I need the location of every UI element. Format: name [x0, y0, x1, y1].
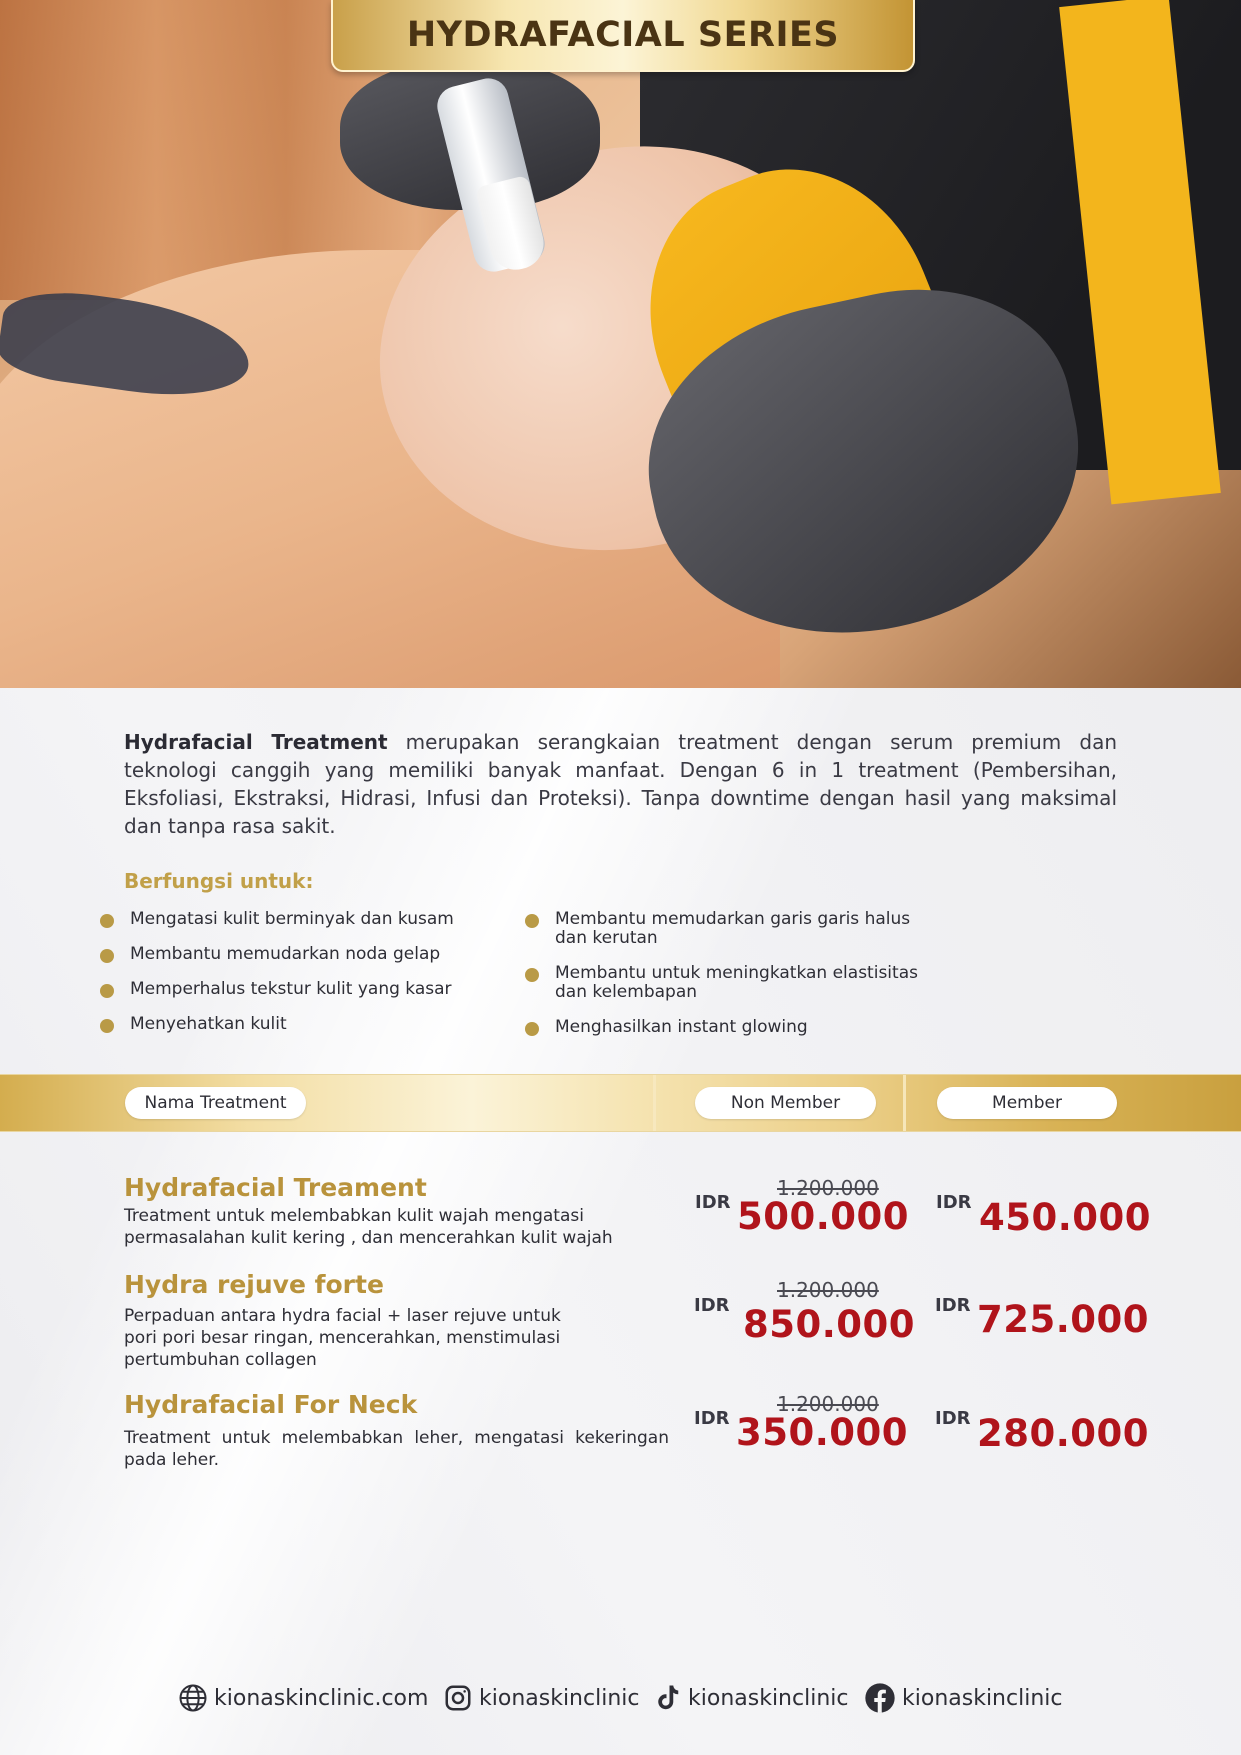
function-item: Menyehatkan kulit: [98, 1015, 498, 1034]
website-label: kionaskinclinic.com: [214, 1685, 429, 1711]
functions-list-right: [523, 910, 953, 1037]
footer-website[interactable]: [178, 1678, 428, 1718]
tiktok-label: kionaskinclinic: [688, 1685, 849, 1711]
treatment-desc: Treatment untuk melembabkan kulit wajah mengatasi permasalahan kulit kering , dan mencerahkan kulit wajah: [124, 1206, 613, 1248]
table-header: [0, 1074, 1241, 1132]
tiktok-icon: [652, 1683, 682, 1713]
facebook-icon: [864, 1682, 896, 1714]
footer-facebook[interactable]: [864, 1678, 1062, 1718]
function-item: Memperhalus tekstur kulit yang kasar: [98, 980, 498, 999]
original-price: 1.200.000: [777, 1392, 879, 1416]
original-price: 1.200.000: [777, 1278, 879, 1302]
title-ribbon: [331, 0, 915, 72]
page-title: HYDRAFACIAL SERIES: [406, 15, 840, 55]
globe-icon: [178, 1683, 208, 1713]
currency-label: IDR: [935, 1408, 971, 1429]
intro-bold: Hydrafacial Treatment: [124, 730, 388, 754]
header-treatment-name: Nama Treatment: [125, 1087, 306, 1119]
footer-tiktok[interactable]: [652, 1678, 848, 1718]
footer-instagram[interactable]: [443, 1678, 639, 1718]
treatment-name: Hydrafacial Treament: [124, 1173, 427, 1202]
functions-list-left: [98, 910, 498, 1034]
header-non-member: Non Member: [695, 1087, 876, 1119]
member-price: 725.000: [977, 1298, 1150, 1341]
function-item: Membantu memudarkan noda gelap: [98, 945, 498, 964]
intro-text: merupakan serangkaian treatment dengan serum premium dan teknologi canggih yang memiliki banyak manfaat. Dengan 6 in 1 treatment (Pembersihan, Eksfoliasi, Ekstraksi, Hidrasi, Infusi dan Proteksi). Tanpa downtime dengan hasil yang maksimal dan tanpa rasa sakit.: [124, 730, 1117, 838]
currency-label: IDR: [935, 1295, 971, 1316]
treatment-name: Hydra rejuve forte: [124, 1270, 384, 1299]
currency-label: IDR: [936, 1192, 972, 1213]
currency-label: IDR: [695, 1192, 731, 1213]
hero-photo: [0, 0, 1241, 688]
non-member-price: 500.000: [737, 1195, 910, 1238]
function-item: Membantu untuk meningkatkan elastisitas dan kelembapan: [523, 964, 935, 1002]
member-price: 280.000: [977, 1412, 1150, 1455]
treatment-desc: Perpaduan antara hydra facial + laser rejuve untuk pori pori besar ringan, mencerahkan, menstimulasi pertumbuhan collagen: [124, 1306, 561, 1370]
non-member-price: 850.000: [743, 1303, 916, 1346]
currency-label: IDR: [694, 1408, 730, 1429]
intro-paragraph: [124, 728, 1117, 840]
function-item: Menghasilkan instant glowing: [523, 1018, 935, 1037]
instagram-label: kionaskinclinic: [479, 1685, 640, 1711]
header-member: Member: [937, 1087, 1117, 1119]
currency-label: IDR: [694, 1295, 730, 1316]
non-member-price: 350.000: [736, 1411, 909, 1454]
treatment-name: Hydrafacial For Neck: [124, 1390, 418, 1419]
functions-title: Berfungsi untuk:: [124, 869, 314, 893]
treatment-desc: Treatment untuk melembabkan leher, mengatasi kekeringan pada leher.: [124, 1428, 669, 1470]
function-item: Mengatasi kulit berminyak dan kusam: [98, 910, 498, 929]
instagram-icon: [443, 1683, 473, 1713]
member-price: 450.000: [979, 1196, 1152, 1239]
original-price: 1.200.000: [777, 1176, 879, 1200]
function-item: Membantu memudarkan garis garis halus dan kerutan: [523, 910, 935, 948]
facebook-label: kionaskinclinic: [902, 1685, 1063, 1711]
